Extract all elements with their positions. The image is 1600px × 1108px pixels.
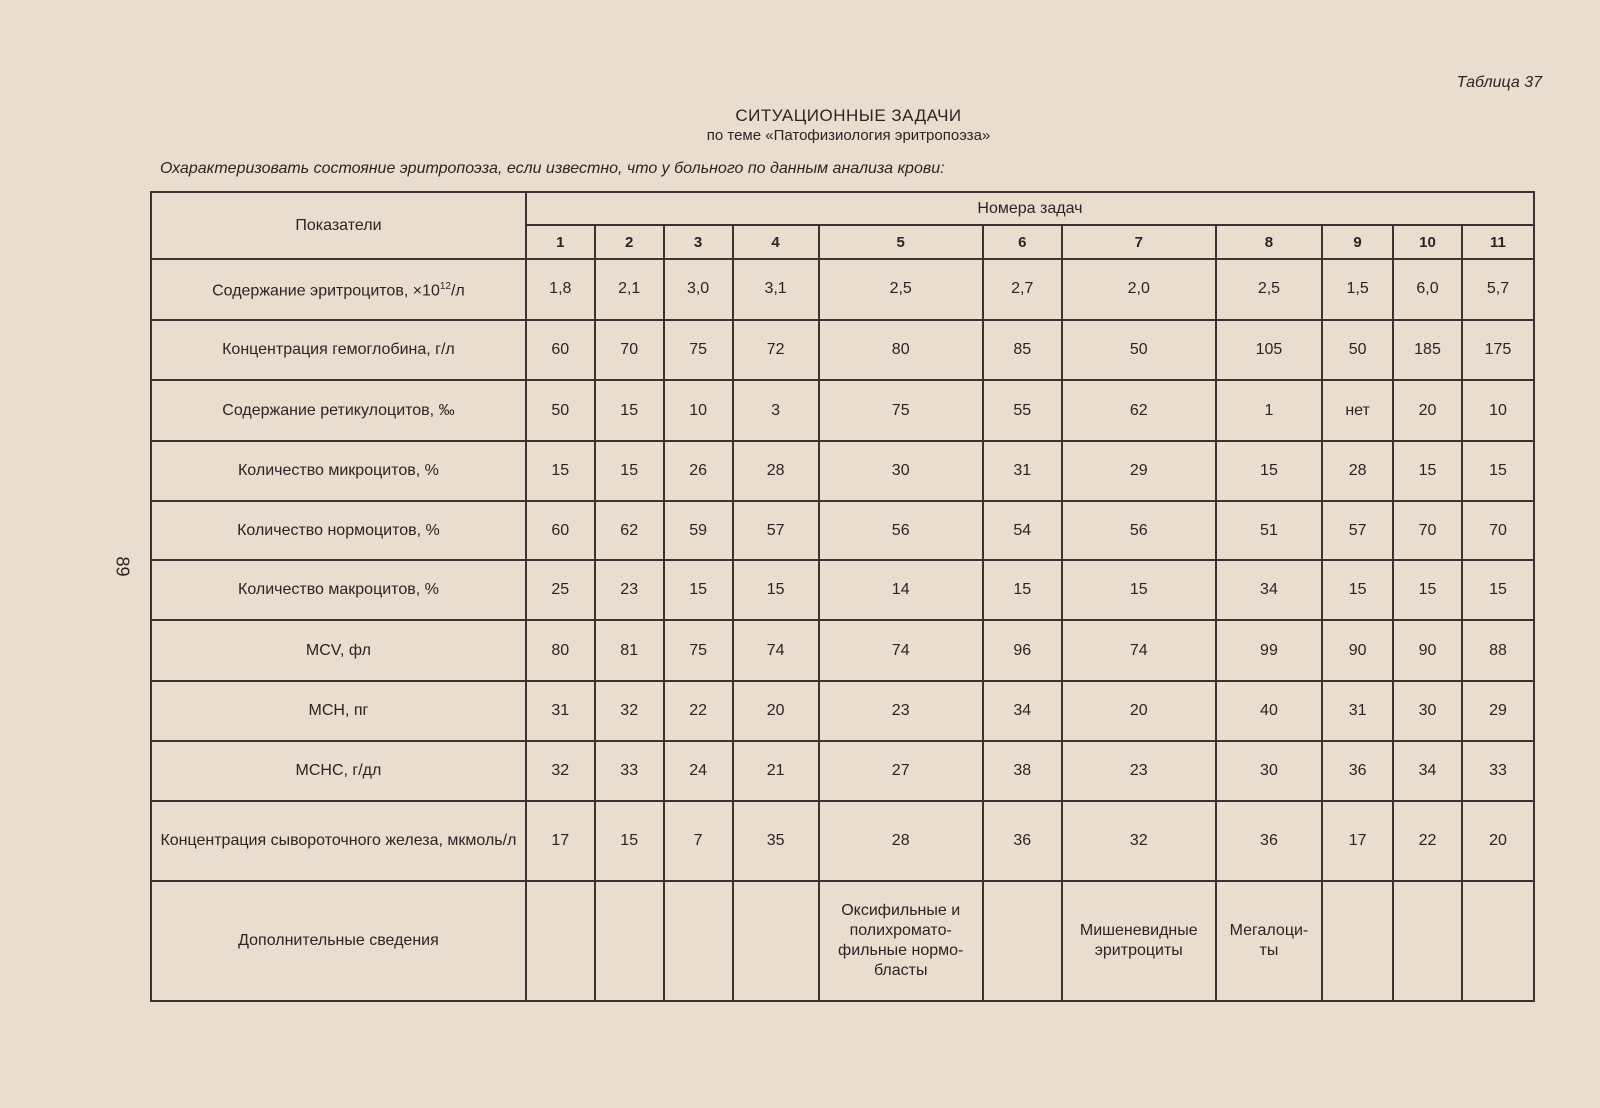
- value-cell: 27: [819, 741, 983, 802]
- value-cell: 15: [526, 441, 595, 501]
- value-cell: [983, 881, 1062, 1002]
- value-cell: 57: [733, 501, 819, 561]
- value-cell: 62: [595, 501, 664, 561]
- value-cell: 3: [733, 380, 819, 441]
- value-cell: 80: [526, 620, 595, 681]
- value-cell: 1: [1216, 380, 1322, 441]
- value-cell: 22: [664, 681, 733, 741]
- value-cell: 72: [733, 320, 819, 381]
- table-row: [151, 320, 1534, 381]
- table-row: [151, 380, 1534, 441]
- value-cell: [526, 881, 595, 1002]
- value-cell: 15: [595, 380, 664, 441]
- indicator-label: Количество микроцитов, %: [151, 441, 526, 501]
- value-cell: 50: [1062, 320, 1216, 381]
- task-number-cell: 8: [1216, 225, 1322, 259]
- value-cell: 24: [664, 741, 733, 802]
- indicator-label: Концентрация гемоглобина, г/л: [151, 320, 526, 381]
- value-cell: 80: [819, 320, 983, 381]
- value-cell: 15: [595, 801, 664, 880]
- indicator-label-text: Содержание эритроцитов, ×10: [212, 282, 440, 300]
- indicator-header: Показатели: [151, 192, 526, 259]
- value-cell: 81: [595, 620, 664, 681]
- table-row: [151, 501, 1534, 561]
- value-cell: 33: [1462, 741, 1534, 802]
- value-cell: 62: [1062, 380, 1216, 441]
- value-cell: 15: [595, 441, 664, 501]
- value-cell: 30: [1216, 741, 1322, 802]
- value-cell: 32: [526, 741, 595, 802]
- value-cell: 30: [819, 441, 983, 501]
- indicator-label-unit: /л: [450, 282, 465, 300]
- task-number-cell: 1: [526, 225, 595, 259]
- task-number-cell: 3: [664, 225, 733, 259]
- task-number-cell: 7: [1062, 225, 1216, 259]
- value-cell: 17: [526, 801, 595, 880]
- task-number-cell: 11: [1462, 225, 1534, 259]
- value-cell: 34: [1216, 560, 1322, 620]
- value-cell: 75: [819, 380, 983, 441]
- value-cell: 29: [1462, 681, 1534, 741]
- value-cell: 6,0: [1393, 259, 1462, 320]
- value-cell: 15: [1393, 441, 1462, 501]
- table-body: [151, 259, 1534, 1001]
- table-row: [151, 560, 1534, 620]
- value-cell: 20: [733, 681, 819, 741]
- value-cell: 70: [1393, 501, 1462, 561]
- value-cell: 2,1: [595, 259, 664, 320]
- value-cell: 20: [1462, 801, 1534, 880]
- task-number-cell: 10: [1393, 225, 1462, 259]
- value-cell: 60: [526, 501, 595, 561]
- value-cell: 15: [1462, 560, 1534, 620]
- value-cell: 57: [1322, 501, 1393, 561]
- page-title: СИТУАЦИОННЫЕ ЗАДАЧИ: [735, 106, 962, 125]
- value-cell: 32: [595, 681, 664, 741]
- value-cell: 56: [819, 501, 983, 561]
- value-cell: 70: [595, 320, 664, 381]
- task-number-cell: 5: [819, 225, 983, 259]
- value-cell: 25: [526, 560, 595, 620]
- value-cell: нет: [1322, 380, 1393, 441]
- value-cell: 14: [819, 560, 983, 620]
- tasks-table: [150, 191, 1535, 1002]
- value-cell: 21: [733, 741, 819, 802]
- table-label: Таблица 37: [1456, 74, 1542, 91]
- value-cell: 40: [1216, 681, 1322, 741]
- value-cell: 75: [664, 620, 733, 681]
- value-cell: 175: [1462, 320, 1534, 381]
- table-row: [151, 881, 1534, 1002]
- table-row: [151, 620, 1534, 681]
- value-cell: 32: [1062, 801, 1216, 880]
- table-row: [151, 681, 1534, 741]
- value-cell: 2,7: [983, 259, 1062, 320]
- indicator-label: Дополнительные сведения: [151, 881, 526, 1002]
- value-cell: 60: [526, 320, 595, 381]
- value-cell: 23: [595, 560, 664, 620]
- value-cell: 26: [664, 441, 733, 501]
- value-cell: 2,5: [1216, 259, 1322, 320]
- value-cell: 74: [819, 620, 983, 681]
- value-cell: 31: [1322, 681, 1393, 741]
- value-cell: 1,5: [1322, 259, 1393, 320]
- value-cell: 35: [733, 801, 819, 880]
- value-cell: 36: [1216, 801, 1322, 880]
- value-cell: 105: [1216, 320, 1322, 381]
- value-cell: 2,5: [819, 259, 983, 320]
- value-cell: 15: [664, 560, 733, 620]
- value-cell: 36: [1322, 741, 1393, 802]
- task-number-cell: 9: [1322, 225, 1393, 259]
- value-cell: [664, 881, 733, 1002]
- value-cell: 90: [1322, 620, 1393, 681]
- table-row: [151, 441, 1534, 501]
- table-row: [151, 259, 1534, 320]
- value-cell: 96: [983, 620, 1062, 681]
- indicator-label: Содержание ретикулоцитов, ‰: [151, 380, 526, 441]
- value-cell: [595, 881, 664, 1002]
- value-cell: 29: [1062, 441, 1216, 501]
- value-cell: 15: [1322, 560, 1393, 620]
- value-cell: 90: [1393, 620, 1462, 681]
- task-number-cell: 2: [595, 225, 664, 259]
- value-cell: 38: [983, 741, 1062, 802]
- value-cell: 3,0: [664, 259, 733, 320]
- value-cell: 70: [1462, 501, 1534, 561]
- value-cell: 15: [1462, 441, 1534, 501]
- value-cell: 15: [983, 560, 1062, 620]
- value-cell: 20: [1062, 681, 1216, 741]
- value-cell: 55: [983, 380, 1062, 441]
- value-cell: 31: [983, 441, 1062, 501]
- value-cell: 74: [1062, 620, 1216, 681]
- value-cell: 23: [819, 681, 983, 741]
- value-cell: 59: [664, 501, 733, 561]
- table-row: [151, 801, 1534, 880]
- value-cell: 34: [983, 681, 1062, 741]
- value-cell: Мишеневидные эритроциты: [1062, 881, 1216, 1002]
- value-cell: [733, 881, 819, 1002]
- task-number-cell: 6: [983, 225, 1062, 259]
- task-number-cell: 4: [733, 225, 819, 259]
- value-cell: 85: [983, 320, 1062, 381]
- value-cell: 15: [1216, 441, 1322, 501]
- value-cell: 34: [1393, 741, 1462, 802]
- value-cell: 36: [983, 801, 1062, 880]
- value-cell: 10: [664, 380, 733, 441]
- value-cell: 17: [1322, 801, 1393, 880]
- value-cell: 50: [1322, 320, 1393, 381]
- indicator-label: MCV, фл: [151, 620, 526, 681]
- value-cell: 15: [1062, 560, 1216, 620]
- indicator-label: Количество нормоцитов, %: [151, 501, 526, 561]
- page-subtitle: по теме «Патофизиология эритропоэза»: [706, 127, 991, 144]
- value-cell: 75: [664, 320, 733, 381]
- value-cell: 74: [733, 620, 819, 681]
- indicator-label: Количество макроцитов, %: [151, 560, 526, 620]
- value-cell: 2,0: [1062, 259, 1216, 320]
- page-number: 89: [112, 556, 133, 577]
- value-cell: 185: [1393, 320, 1462, 381]
- value-cell: Оксифильные и полихромато-фильные нормо-бласты: [819, 881, 983, 1002]
- value-cell: 99: [1216, 620, 1322, 681]
- indicator-label: Концентрация сывороточного железа, мкмоль/л: [151, 801, 526, 880]
- value-cell: 10: [1462, 380, 1534, 441]
- value-cell: 28: [819, 801, 983, 880]
- value-cell: 22: [1393, 801, 1462, 880]
- value-cell: 1,8: [526, 259, 595, 320]
- value-cell: 5,7: [1462, 259, 1534, 320]
- value-cell: 7: [664, 801, 733, 880]
- value-cell: [1462, 881, 1534, 1002]
- value-cell: 30: [1393, 681, 1462, 741]
- value-cell: 3,1: [733, 259, 819, 320]
- value-cell: 23: [1062, 741, 1216, 802]
- value-cell: 20: [1393, 380, 1462, 441]
- value-cell: 15: [733, 560, 819, 620]
- value-cell: 15: [1393, 560, 1462, 620]
- value-cell: 28: [1322, 441, 1393, 501]
- value-cell: 31: [526, 681, 595, 741]
- value-cell: 28: [733, 441, 819, 501]
- value-cell: 50: [526, 380, 595, 441]
- value-cell: 51: [1216, 501, 1322, 561]
- table-row: [151, 741, 1534, 802]
- value-cell: [1322, 881, 1393, 1002]
- indicator-label: MCH, пг: [151, 681, 526, 741]
- indicator-label: MCHC, г/дл: [151, 741, 526, 802]
- indicator-label: [151, 259, 526, 320]
- value-cell: Мегалоци-ты: [1216, 881, 1322, 1002]
- indicator-label-exponent: 12: [439, 281, 451, 293]
- value-cell: [1393, 881, 1462, 1002]
- value-cell: 56: [1062, 501, 1216, 561]
- value-cell: 54: [983, 501, 1062, 561]
- task-numbers-header: Номера задач: [526, 192, 1534, 225]
- value-cell: 33: [595, 741, 664, 802]
- value-cell: 88: [1462, 620, 1534, 681]
- instruction-text: Охарактеризовать состояние эритропоэза, если известно, что у больного по данным анализа крови:: [160, 160, 945, 177]
